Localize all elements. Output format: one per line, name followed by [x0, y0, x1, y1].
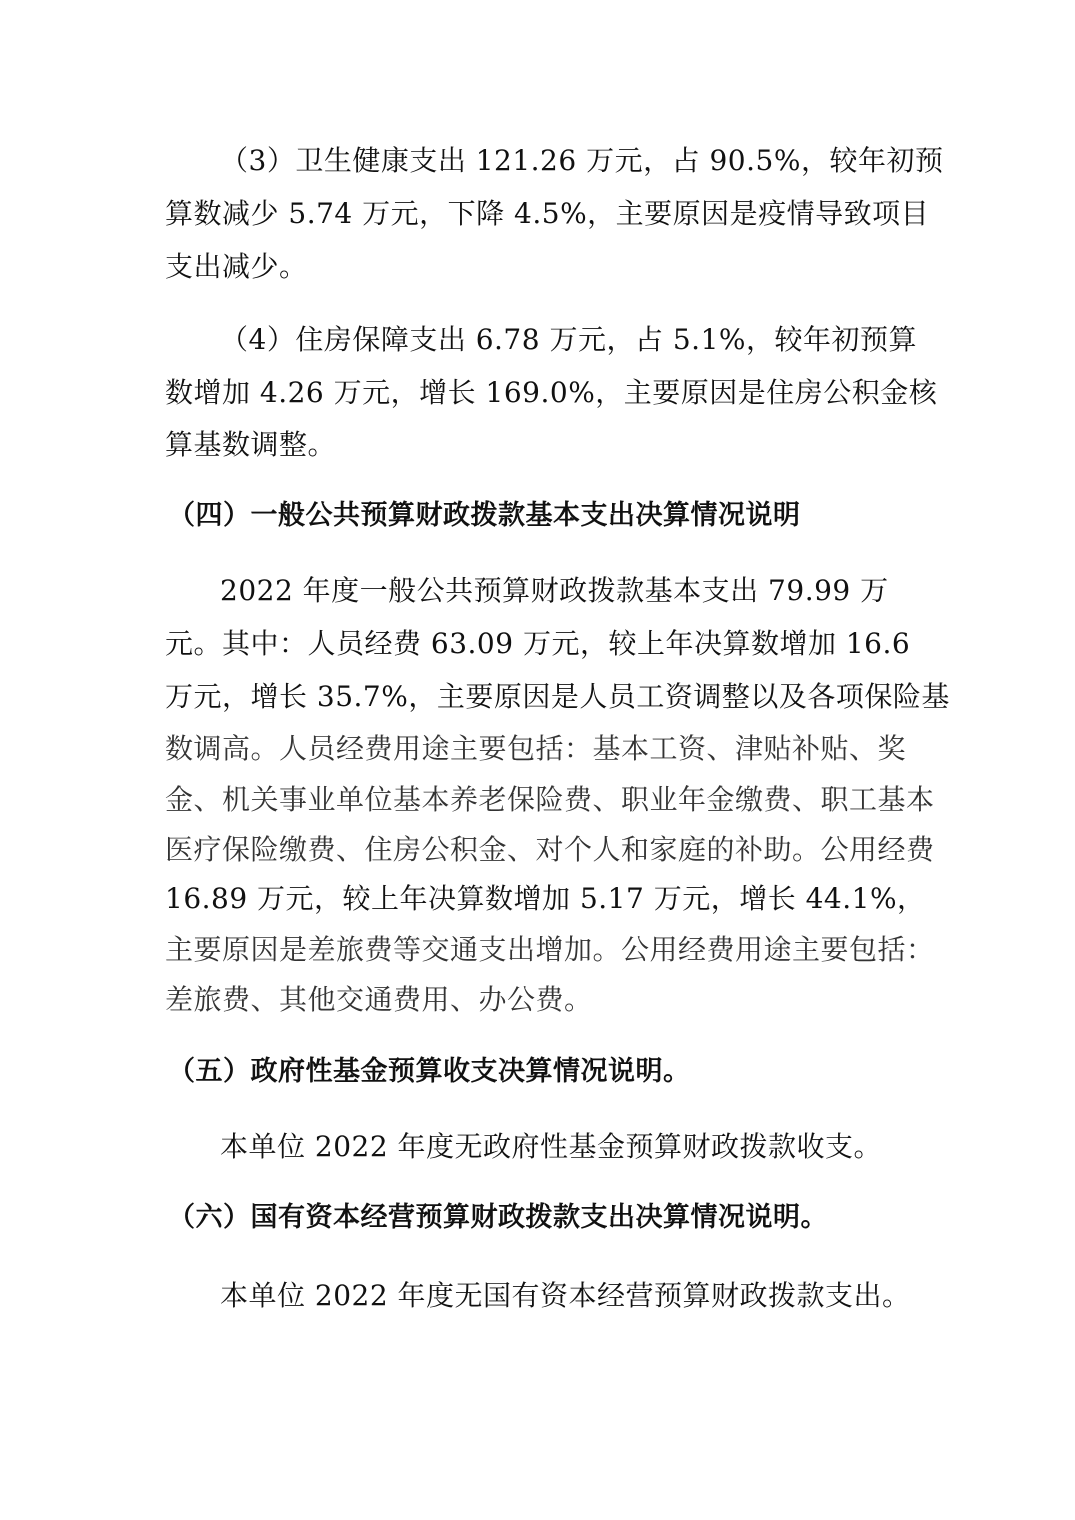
section-heading-state-capital: （六）国有资本经营预算财政拨款支出决算情况说明。 [168, 1202, 828, 1233]
paragraph-health-line-2: 算数减少 5.74 万元，下降 4.5%，主要原因是疫情导致项目 [165, 197, 930, 230]
paragraph-housing-line-3: 算基数调整。 [165, 428, 337, 461]
paragraph-housing-line-2: 数增加 4.26 万元，增长 169.0%，主要原因是住房公积金核 [165, 376, 938, 409]
paragraph-health-line-3: 支出减少。 [165, 250, 308, 283]
paragraph-basic-expense-line-9: 差旅费、其他交通费用、办公费。 [165, 983, 593, 1016]
section-heading-basic-expense: （四）一般公共预算财政拨款基本支出决算情况说明 [168, 500, 801, 531]
paragraph-housing-line-1: （4）住房保障支出 6.78 万元，占 5.1%，较年初预算 [220, 323, 917, 356]
paragraph-basic-expense-line-8: 主要原因是差旅费等交通支出增加。公用经费用途主要包括： [165, 933, 935, 966]
paragraph-state-capital: 本单位 2022 年度无国有资本经营预算财政拨款支出。 [220, 1279, 911, 1312]
section-heading-gov-fund: （五）政府性基金预算收支决算情况说明。 [168, 1056, 691, 1087]
paragraph-basic-expense-line-4: 数调高。人员经费用途主要包括：基本工资、津贴补贴、奖 [165, 732, 907, 765]
paragraph-basic-expense-line-5: 金、机关事业单位基本养老保险费、职业年金缴费、职工基本 [165, 783, 935, 816]
paragraph-basic-expense-line-2: 元。其中：人员经费 63.09 万元，较上年决算数增加 16.6 [165, 627, 911, 660]
paragraph-gov-fund: 本单位 2022 年度无政府性基金预算财政拨款收支。 [220, 1130, 883, 1163]
paragraph-basic-expense-line-3: 万元，增长 35.7%，主要原因是人员工资调整以及各项保险基 [165, 680, 950, 713]
paragraph-basic-expense-line-6: 医疗保险缴费、住房公积金、对个人和家庭的补助。公用经费 [165, 833, 935, 866]
paragraph-basic-expense-line-1: 2022 年度一般公共预算财政拨款基本支出 79.99 万 [220, 574, 889, 607]
paragraph-health-line-1: （3）卫生健康支出 121.26 万元，占 90.5%，较年初预 [220, 144, 944, 177]
paragraph-basic-expense-line-7: 16.89 万元，较上年决算数增加 5.17 万元，增长 44.1%， [165, 882, 926, 915]
